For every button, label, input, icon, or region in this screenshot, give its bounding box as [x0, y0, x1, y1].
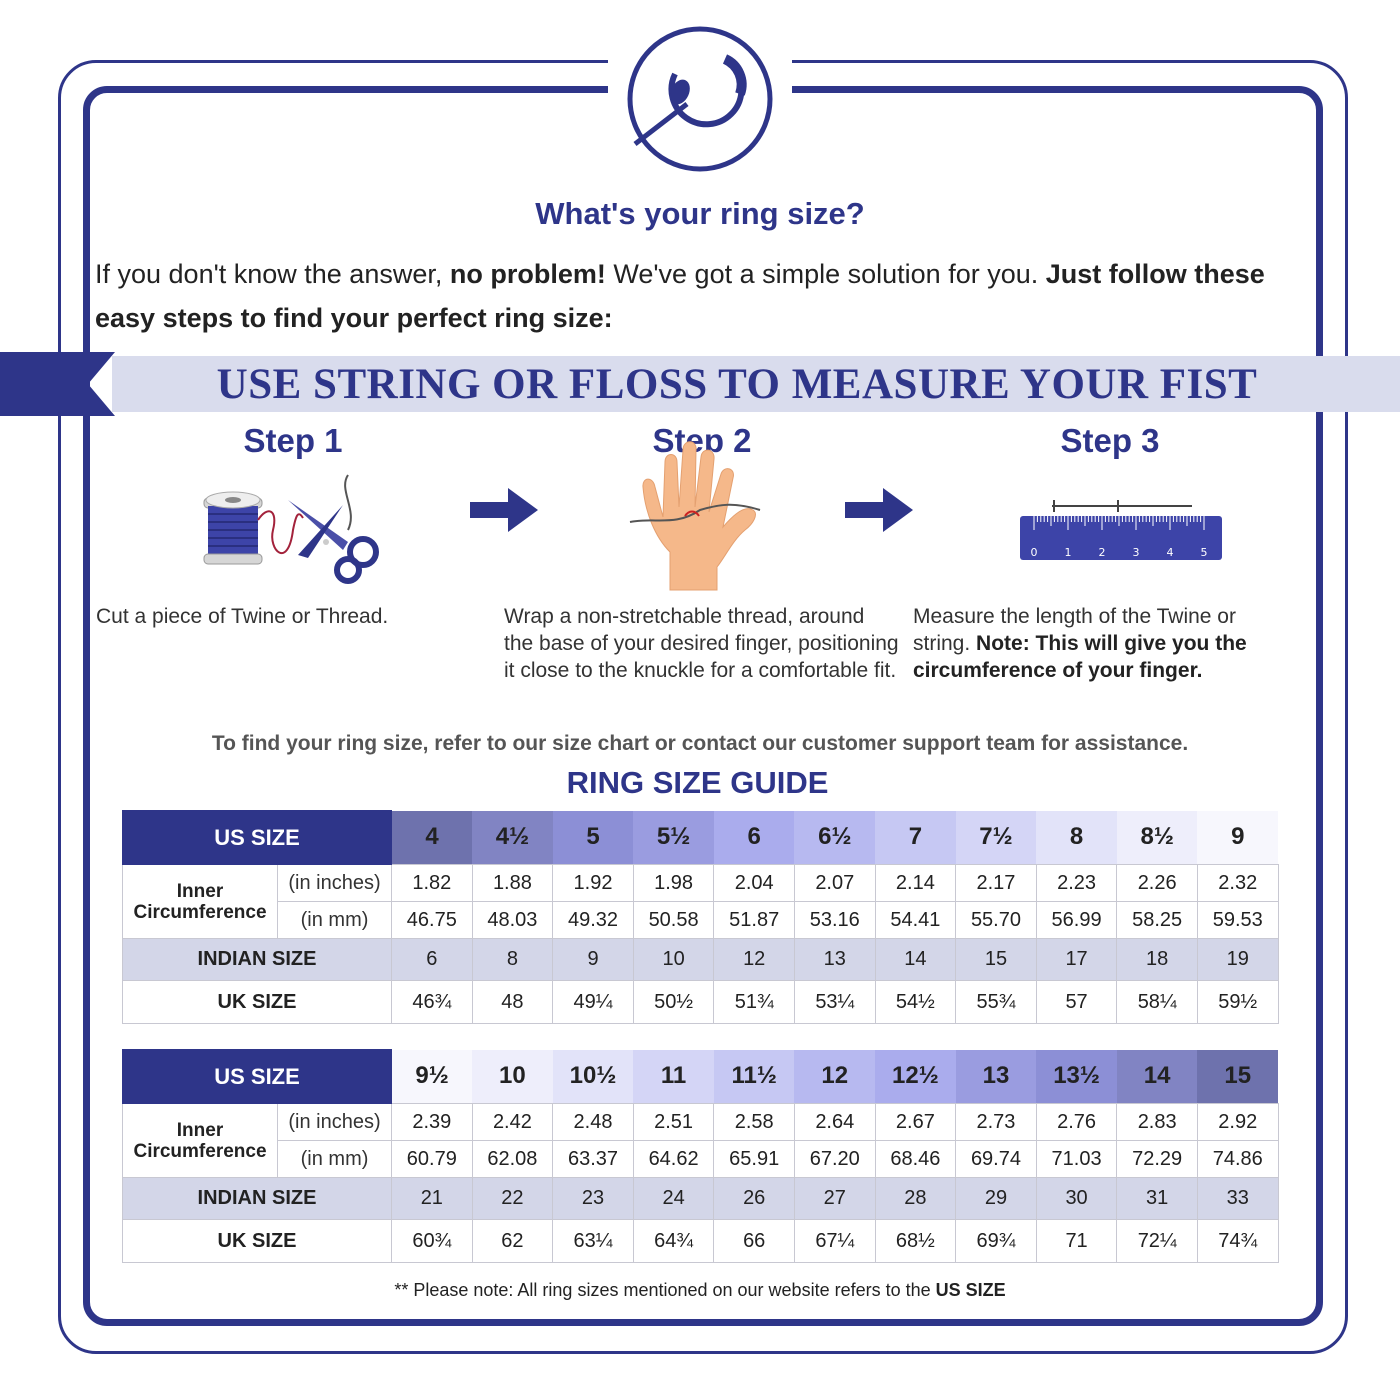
uk-size-cell: 50½ — [633, 981, 714, 1024]
intro-part2: We've got a simple solution for you. — [605, 259, 1046, 289]
ring-size-table-2 — [122, 1049, 1279, 1263]
step-2-title: Step 2 — [652, 422, 752, 459]
mm-cell: 72.29 — [1117, 1141, 1198, 1178]
mm-cell: 56.99 — [1036, 902, 1117, 939]
us-size-cell: 5½ — [633, 811, 714, 865]
indian-size-cell: 24 — [633, 1178, 714, 1220]
step-1-title: Step 1 — [243, 422, 343, 459]
inches-cell: 2.76 — [1036, 1104, 1117, 1141]
indian-size-cell: 8 — [472, 939, 553, 981]
indian-size-cell: 26 — [714, 1178, 795, 1220]
us-size-cell: 8 — [1036, 811, 1117, 865]
us-size-cell: 15 — [1197, 1050, 1278, 1104]
ruler-label: 1 — [1064, 546, 1072, 559]
mm-cell: 60.79 — [392, 1141, 473, 1178]
inches-cell: 2.67 — [875, 1104, 956, 1141]
us-size-cell: 10 — [472, 1050, 553, 1104]
banner-title: USE STRING OR FLOSS TO MEASURE YOUR FIST — [216, 361, 1258, 408]
indian-size-cell: 10 — [633, 939, 714, 981]
inches-cell: 2.32 — [1197, 865, 1278, 902]
arrow-right-icon — [470, 488, 540, 532]
uk-size-cell: 68½ — [875, 1220, 956, 1263]
mm-cell: 71.03 — [1036, 1141, 1117, 1178]
us-size-cell: 12½ — [875, 1050, 956, 1104]
inches-cell: 1.82 — [392, 865, 473, 902]
indian-size-cell: 15 — [956, 939, 1037, 981]
ruler-label: 0 — [1030, 546, 1038, 559]
uk-size-cell: 72¼ — [1117, 1220, 1198, 1263]
us-size-cell: 13 — [956, 1050, 1037, 1104]
inches-cell: 1.88 — [472, 865, 553, 902]
indian-size-cell: 28 — [875, 1178, 956, 1220]
us-size-cell: 11½ — [714, 1050, 795, 1104]
step-3-text — [913, 603, 1283, 684]
inches-unit-label: (in inches) — [278, 1104, 392, 1141]
intro-part1: If you don't know the answer, — [95, 259, 450, 289]
inches-cell: 2.39 — [392, 1104, 473, 1141]
indian-size-label: INDIAN SIZE — [123, 1178, 392, 1220]
us-size-cell: 14 — [1117, 1050, 1198, 1104]
uk-size-cell: 46¾ — [392, 981, 473, 1024]
uk-size-cell: 64¾ — [633, 1220, 714, 1263]
uk-size-cell: 55¾ — [956, 981, 1037, 1024]
ring-size-table-1 — [122, 810, 1279, 1024]
uk-size-cell: 54½ — [875, 981, 956, 1024]
inches-cell: 2.14 — [875, 865, 956, 902]
indian-size-cell: 29 — [956, 1178, 1037, 1220]
step-3-title: Step 3 — [1060, 422, 1160, 459]
indian-size-cell: 17 — [1036, 939, 1117, 981]
us-size-label: US SIZE — [123, 811, 392, 865]
inches-cell: 2.26 — [1117, 865, 1198, 902]
inches-cell: 2.64 — [794, 1104, 875, 1141]
mm-cell: 55.70 — [956, 902, 1037, 939]
uk-size-cell: 53¼ — [794, 981, 875, 1024]
uk-size-cell: 63¼ — [553, 1220, 634, 1263]
us-size-cell: 8½ — [1117, 811, 1198, 865]
mm-cell: 53.16 — [794, 902, 875, 939]
mm-cell: 63.37 — [553, 1141, 634, 1178]
inches-cell: 2.42 — [472, 1104, 553, 1141]
uk-size-cell: 66 — [714, 1220, 795, 1263]
indian-size-cell: 19 — [1197, 939, 1278, 981]
us-size-cell: 6 — [714, 811, 795, 865]
indian-size-cell: 14 — [875, 939, 956, 981]
inches-unit-label: (in inches) — [278, 865, 392, 902]
mm-cell: 48.03 — [472, 902, 553, 939]
uk-size-cell: 67¼ — [794, 1220, 875, 1263]
guide-title: RING SIZE GUIDE — [566, 765, 829, 800]
us-size-cell: 6½ — [794, 811, 875, 865]
inner-circumference-label: Inner Circumference — [123, 865, 278, 939]
inches-cell: 2.83 — [1117, 1104, 1198, 1141]
mm-cell: 74.86 — [1197, 1141, 1278, 1178]
indian-size-cell: 9 — [553, 939, 634, 981]
banner-ribbon-tail — [0, 352, 115, 416]
indian-size-cell: 30 — [1036, 1178, 1117, 1220]
intro-bold1: no problem! — [449, 259, 606, 289]
inches-cell: 2.58 — [714, 1104, 795, 1141]
ruler-label: 3 — [1132, 546, 1140, 559]
us-size-cell: 10½ — [553, 1050, 634, 1104]
indian-size-cell: 31 — [1117, 1178, 1198, 1220]
ruler-label: 4 — [1166, 546, 1174, 559]
mm-cell: 69.74 — [956, 1141, 1037, 1178]
indian-size-cell: 12 — [714, 939, 795, 981]
mm-unit-label: (in mm) — [278, 1141, 392, 1178]
inner-circumference-label: Inner Circumference — [123, 1104, 278, 1178]
us-size-cell: 13½ — [1036, 1050, 1117, 1104]
mm-cell: 68.46 — [875, 1141, 956, 1178]
page-title: What's your ring size? — [535, 196, 865, 231]
uk-size-cell: 69¾ — [956, 1220, 1037, 1263]
ruler-icon — [1018, 498, 1224, 564]
indian-size-cell: 6 — [392, 939, 473, 981]
uk-size-cell: 58¼ — [1117, 981, 1198, 1024]
inches-cell: 1.98 — [633, 865, 714, 902]
indian-size-cell: 13 — [794, 939, 875, 981]
mm-cell: 62.08 — [472, 1141, 553, 1178]
uk-size-cell: 49¼ — [553, 981, 634, 1024]
mm-cell: 65.91 — [714, 1141, 795, 1178]
step-3-text-plain: Measure the length of the Twine or string. — [913, 605, 1236, 655]
mm-cell: 46.75 — [392, 902, 473, 939]
uk-size-cell: 51¾ — [714, 981, 795, 1024]
inches-cell: 1.92 — [553, 865, 634, 902]
indian-size-cell: 23 — [553, 1178, 634, 1220]
step-2-text: Wrap a non-stretchable thread, around the base of your desired finger, positioning it close to the knuckle for a comfortable fit. — [504, 605, 899, 682]
uk-size-label: UK SIZE — [123, 981, 392, 1024]
indian-size-cell: 27 — [794, 1178, 875, 1220]
indian-size-label: INDIAN SIZE — [123, 939, 392, 981]
intro-text — [95, 252, 1295, 340]
ruler-label: 2 — [1098, 546, 1106, 559]
mm-cell: 49.32 — [553, 902, 634, 939]
us-size-cell: 11 — [633, 1050, 714, 1104]
uk-size-cell: 62 — [472, 1220, 553, 1263]
us-size-cell: 7½ — [956, 811, 1037, 865]
mm-cell: 64.62 — [633, 1141, 714, 1178]
arrow-right-icon — [845, 488, 915, 532]
mm-cell: 50.58 — [633, 902, 714, 939]
mm-cell: 67.20 — [794, 1141, 875, 1178]
uk-size-cell: 59½ — [1197, 981, 1278, 1024]
inches-cell: 2.17 — [956, 865, 1037, 902]
refer-text: To find your ring size, refer to our size chart or contact our customer support team for assistance. — [211, 732, 1189, 755]
uk-size-label: UK SIZE — [123, 1220, 392, 1263]
step-1-text: Cut a piece of Twine or Thread. — [96, 605, 389, 628]
us-size-cell: 4½ — [472, 811, 553, 865]
thread-spool-scissors-icon — [198, 470, 388, 590]
inches-cell: 2.73 — [956, 1104, 1037, 1141]
us-size-cell: 5 — [553, 811, 634, 865]
uk-size-cell: 71 — [1036, 1220, 1117, 1263]
mm-cell: 59.53 — [1197, 902, 1278, 939]
us-size-label: US SIZE — [123, 1050, 392, 1104]
mm-unit-label: (in mm) — [278, 902, 392, 939]
ring-logo-icon — [625, 24, 775, 174]
uk-size-cell: 60¾ — [392, 1220, 473, 1263]
us-size-cell: 9½ — [392, 1050, 473, 1104]
inches-cell: 2.92 — [1197, 1104, 1278, 1141]
indian-size-cell: 33 — [1197, 1178, 1278, 1220]
us-size-cell: 12 — [794, 1050, 875, 1104]
inches-cell: 2.04 — [714, 865, 795, 902]
mm-cell: 58.25 — [1117, 902, 1198, 939]
uk-size-cell: 48 — [472, 981, 553, 1024]
hand-thread-icon — [625, 432, 775, 592]
us-size-cell: 9 — [1197, 811, 1278, 865]
mm-cell: 54.41 — [875, 902, 956, 939]
inches-cell: 2.23 — [1036, 865, 1117, 902]
us-size-cell: 4 — [392, 811, 473, 865]
indian-size-cell: 18 — [1117, 939, 1198, 981]
ruler-label: 5 — [1200, 546, 1208, 559]
inches-cell: 2.07 — [794, 865, 875, 902]
mm-cell: 51.87 — [714, 902, 795, 939]
step-3-text-bold: Note: This will give you the circumference of your finger. — [913, 632, 1247, 682]
us-size-cell: 7 — [875, 811, 956, 865]
inches-cell: 2.51 — [633, 1104, 714, 1141]
footnote-text: ** Please note: All ring sizes mentioned on our website refers to the — [394, 1280, 936, 1300]
indian-size-cell: 21 — [392, 1178, 473, 1220]
footnote — [0, 1280, 1400, 1301]
inches-cell: 2.48 — [553, 1104, 634, 1141]
uk-size-cell: 74¾ — [1197, 1220, 1278, 1263]
indian-size-cell: 22 — [472, 1178, 553, 1220]
uk-size-cell: 57 — [1036, 981, 1117, 1024]
intro-bold2: Just follow these easy steps to find your perfect ring size: — [95, 259, 1265, 333]
footnote-bold: US SIZE — [935, 1280, 1006, 1300]
